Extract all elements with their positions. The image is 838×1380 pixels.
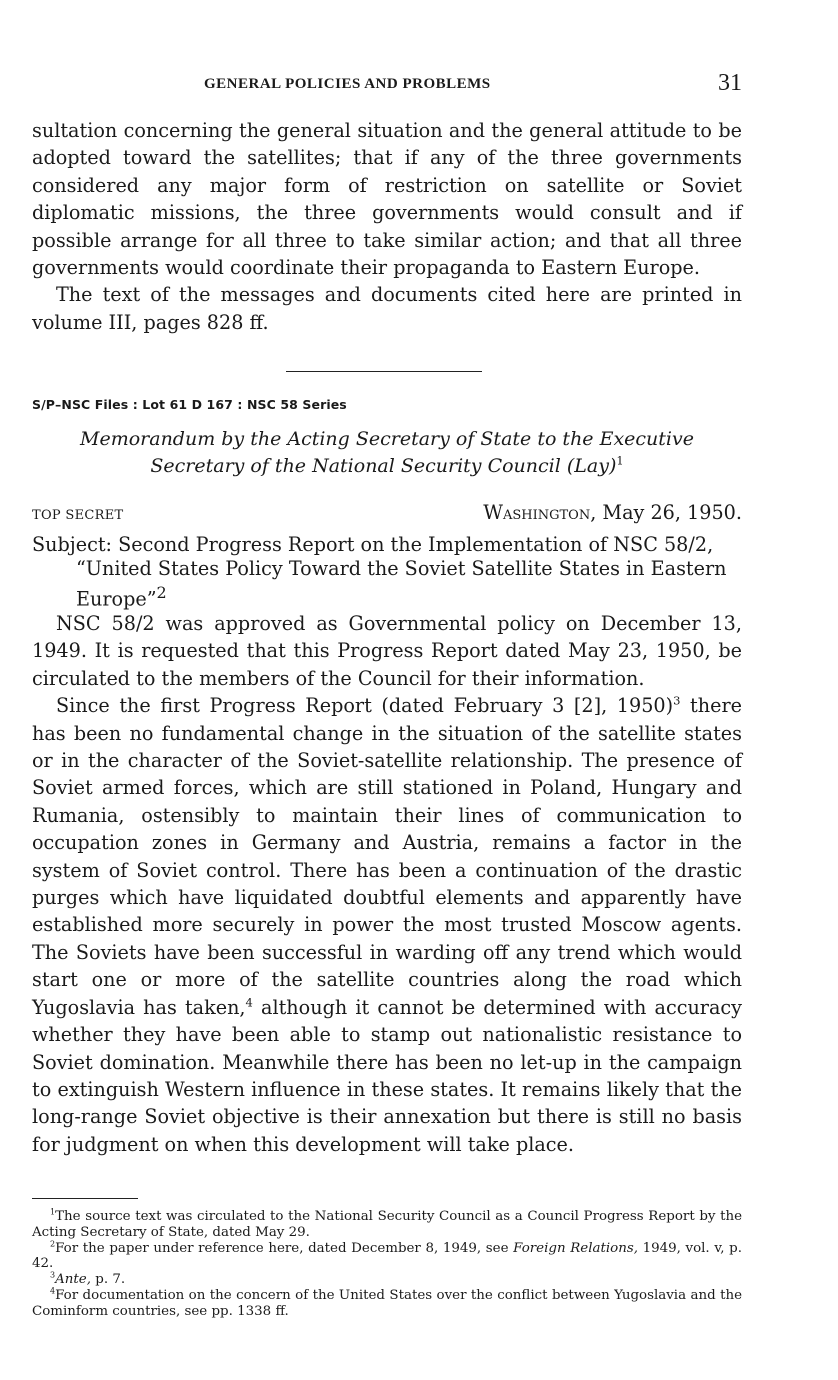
footnotes: [32, 1209, 742, 1320]
footnote-4: [32, 1288, 742, 1320]
footnote-mark: 4: [50, 1286, 56, 1296]
paragraph-2-part-c: although it cannot be determined with accuracy whether they have been able to stamp out nationalistic resistance to Soviet domination. Meanwhile there has been no let-up in the campaign to extinguish Western influence in these states. It remains likely that the long-range Soviet objective is their annexation but there is still no basis for judgment on when this development will take place.: [32, 995, 742, 1156]
subject-line: [32, 533, 742, 611]
footnote-ref-1: 1: [616, 453, 624, 468]
body-paragraph-1: NSC 58/2 was approved as Governmental policy on December 13, 1949. It is requested that this Progress Report dated May 23, 1950, be circulated to the members of the Council for their information.: [32, 612, 742, 690]
footnote-text: For the paper under reference here, dated December 8, 1949, see: [55, 1240, 514, 1256]
document-title: [32, 426, 742, 480]
document-title-line-2: Secretary of the National Security Council (Lay): [150, 455, 617, 477]
running-title: GENERAL POLICIES AND PROBLEMS: [204, 76, 491, 92]
section-divider: [286, 371, 482, 372]
footnote-ref-4: 4: [245, 995, 253, 1010]
continued-paragraph: sultation concerning the general situation and the general attitude to be adopted toward the satellites; that if any of the three governments considered any major form of restriction on satellite or Soviet diplomatic missions, the three governments would consult and if possible arrange for all three to take similar action; and that all three governments would coordinate their propaganda to Eastern Europe.: [32, 119, 742, 280]
dateline-place: Washington,: [483, 501, 597, 524]
document-title-line-1: Memorandum by the Acting Secretary of State to the Executive: [80, 428, 694, 450]
footnote-ref-3: 3: [673, 693, 681, 708]
volume-reference-paragraph: The text of the messages and documents cited here are printed in volume III, pages 828 ff.: [32, 283, 742, 334]
page-number: 31: [718, 70, 742, 96]
footnote-mark: 3: [50, 1270, 56, 1280]
paragraph-2-part-b: there has been no fundamental change in the situation of the satellite states or in the character of the Soviet-satellite relationship. The presence of Soviet armed forces, which are still stationed in Poland, Hungary and Rumania, ostensibly to maintain their lines of communication to occupation zones in Germany and Austria, remains a factor in the system of Soviet control. There has been a continuation of the drastic purges which have liquidated doubtful elements and apparently have established more securely in power the most trusted Moscow agents. The Soviets have been successful in warding off any trend which would start one or more of the satellite countries along the road which Yugoslavia has taken,: [32, 694, 742, 1019]
footnote-italic-citation: Ante,: [55, 1272, 91, 1288]
running-header: [32, 70, 742, 100]
footnote-3: [32, 1272, 742, 1288]
dateline: [483, 501, 742, 524]
classification-marking: TOP SECRET: [32, 508, 124, 523]
subject-text: Second Progress Report on the Implementation of NSC 58/2, “United States Policy Toward the Soviet Satellite States in Eastern Europe”: [76, 533, 727, 611]
footnote-text: 1949, vol. v, p. 42.: [32, 1240, 742, 1272]
continued-text: [32, 117, 742, 336]
memorandum-body: [32, 610, 742, 1158]
footnote-text: For documentation on the concern of the United States over the conflict between Yugoslavia and the Cominform countries, see pp. 1338 ff.: [32, 1287, 742, 1319]
footnote-2: [32, 1241, 742, 1273]
footnote-1: [32, 1209, 742, 1241]
footnote-text: The source text was circulated to the National Security Council as a Council Progress Report by the Acting Secretary of State, dated May 29.: [32, 1209, 742, 1240]
subject-label: Subject:: [32, 533, 113, 556]
footnote-ref-2: 2: [156, 583, 167, 602]
dateline-date: May 26, 1950.: [602, 501, 742, 524]
footnote-mark: 2: [50, 1239, 56, 1249]
footnote-italic-citation: Foreign Relations,: [513, 1240, 638, 1256]
footnote-mark: 1: [50, 1207, 56, 1217]
file-reference: S/P–NSC Files : Lot 61 D 167 : NSC 58 Series: [32, 397, 347, 412]
document-title-line-2-wrap: [32, 453, 742, 480]
body-paragraph-2: [32, 692, 742, 1158]
footnote-text: p. 7.: [90, 1272, 126, 1288]
paragraph-2-part-a: Since the first Progress Report (dated February 3 [2], 1950): [56, 694, 674, 718]
footnote-divider: [32, 1198, 138, 1199]
